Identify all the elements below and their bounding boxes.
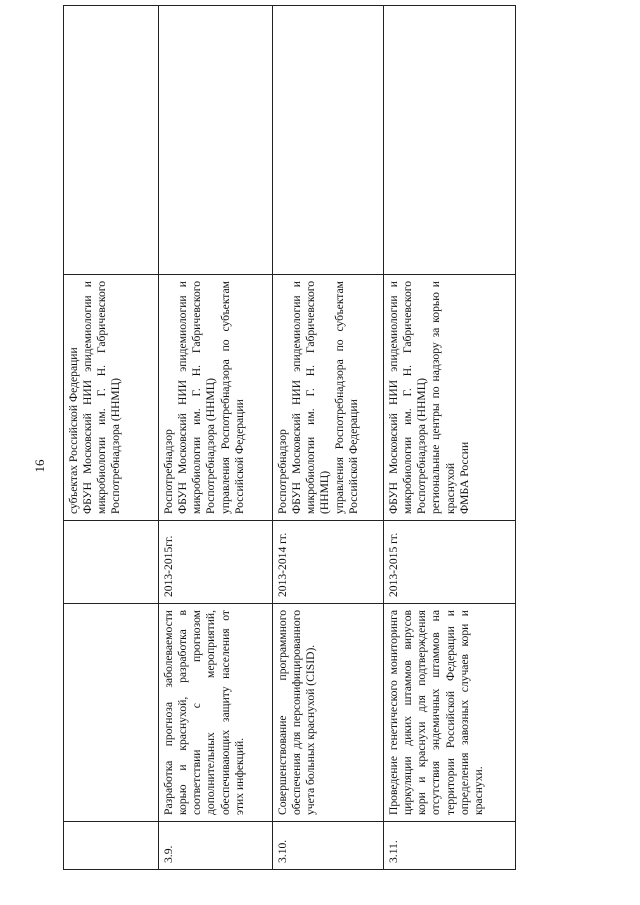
executors-cell xyxy=(384,275,516,521)
executor-line: ФМБА России xyxy=(457,441,471,514)
table-row-continuation xyxy=(64,6,159,870)
measures-table xyxy=(63,5,516,870)
executor-line: ФБУН Московский НИИ эпидемиологии и микробиологии им. Г. Н. Габричевского Роспотребнадзора (ННМЦ) xyxy=(387,281,429,514)
executor-line: региональные центры по надзору за корью и краснухой xyxy=(429,281,457,514)
table-row xyxy=(159,6,273,870)
rotated-table-wrapper xyxy=(63,35,543,870)
term-cell: 2013-2015 гг. xyxy=(384,521,516,604)
executor-line: ФБУН Московский НИИ эпидемиологии и микробиологии им. Г. Н. Габричевского (ННМЦ) xyxy=(290,281,332,514)
empty-cell xyxy=(159,6,273,275)
empty-cell xyxy=(273,6,384,275)
executors-cell xyxy=(64,275,159,521)
row-number-cell: 3.11. xyxy=(384,822,516,870)
executor-line: управления Роспотребнадзора по субъектам Российской Федерации xyxy=(218,281,246,514)
table-row xyxy=(273,6,384,870)
row-number-cell xyxy=(64,822,159,870)
term-cell: 2013-2014 гг. xyxy=(273,521,384,604)
executors-cell xyxy=(273,275,384,521)
executor-line: Роспотребнадзор xyxy=(276,429,289,514)
work-description-cell: Проведение генетического мониторинга циркуляции диких штаммов вирусов кори и краснухи для подтверждения отсутствия эндемичных штаммов на территории Российской Федерации и определения завозных случаев кори и краснухи. xyxy=(384,604,516,822)
executor-line: ФБУН Московский НИИ эпидемиологии и микробиологии им. Г. Н. Габричевского Роспотребнадзора (ННМЦ) xyxy=(81,281,123,514)
empty-cell xyxy=(384,6,516,275)
term-cell xyxy=(64,521,159,604)
executor-line: ФБУН Московский НИИ эпидемиологии и микробиологии им. Г. Н. Габричевского Роспотребнадзора (ННМЦ) xyxy=(176,281,218,514)
executor-line: субъектах Российской Федерации xyxy=(67,347,80,514)
executors-cell xyxy=(159,275,273,521)
work-description-cell: Разработка прогноза заболеваемости корью и краснухой, разработка в соответствии с прогнозом дополнительных мероприятий, обеспечивающих защиту населения от этих инфекций. xyxy=(159,604,273,822)
row-number-cell: 3.10. xyxy=(273,822,384,870)
table-row xyxy=(384,6,516,870)
executor-line: Роспотребнадзор xyxy=(162,429,175,514)
term-cell: 2013-2015гг. xyxy=(159,521,273,604)
work-description-cell xyxy=(64,604,159,822)
executor-line: управления Роспотребнадзора по субъектам Российской Федерации xyxy=(332,281,360,514)
page-number: 16 xyxy=(32,459,47,473)
work-description-cell: Совершенствование программного обеспечения для персонифицированного учета больных краснухой (CISID). xyxy=(273,604,384,822)
row-number-cell: 3.9. xyxy=(159,822,273,870)
empty-cell xyxy=(64,6,159,275)
